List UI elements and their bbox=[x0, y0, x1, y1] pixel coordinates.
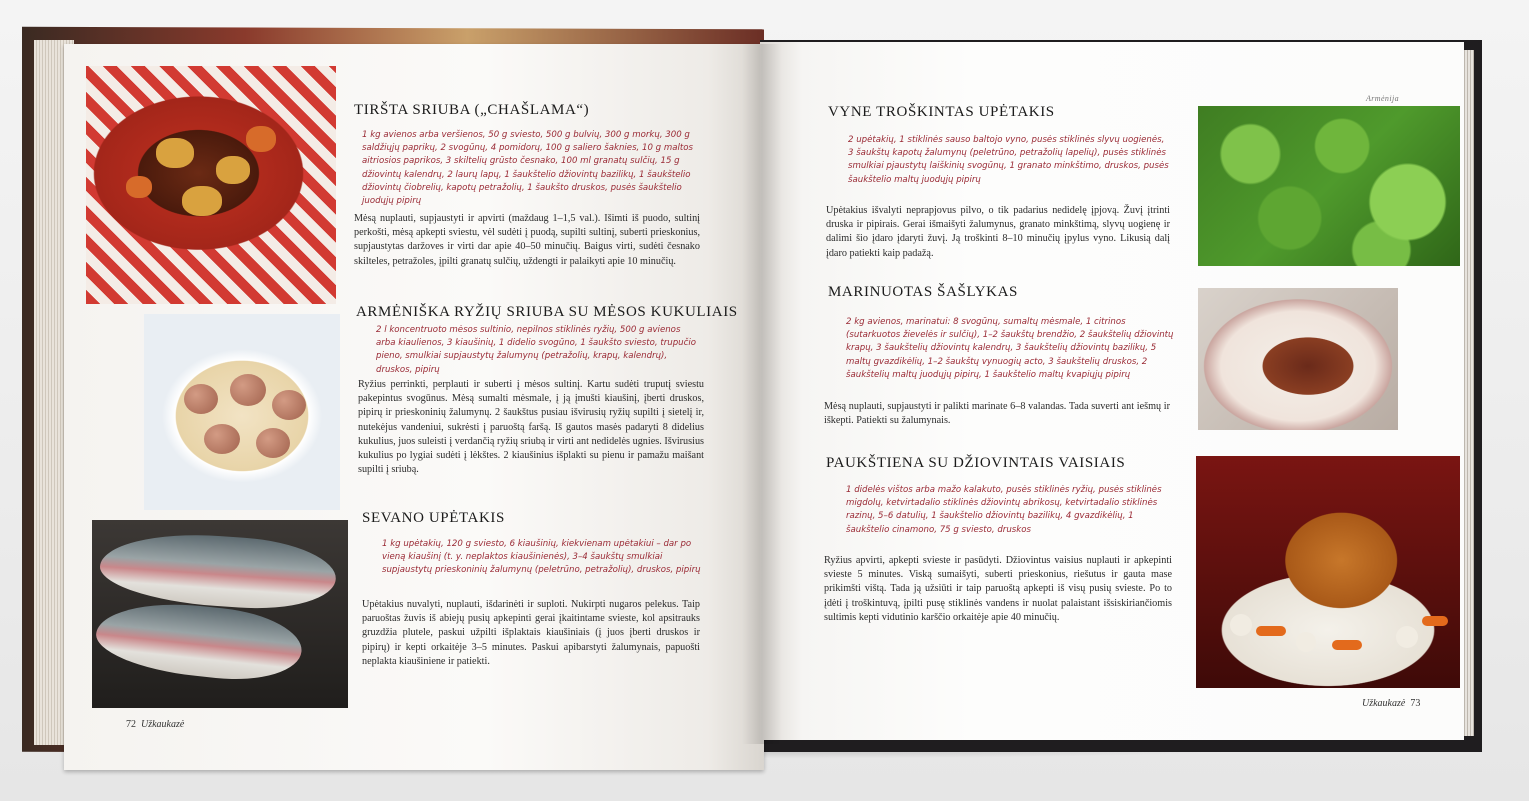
recipe-title: SEVANO UPĖTAKIS bbox=[362, 510, 505, 526]
recipe-title: ARMĖNIŠKA RYŽIŲ SRIUBA SU MĖSOS KUKULIAIS bbox=[356, 304, 738, 320]
roast-chicken-photo bbox=[1196, 456, 1460, 688]
recipe-title: MARINUOTAS ŠAŠLYKAS bbox=[828, 284, 1018, 300]
recipe-method: Mėsą nuplauti, supjaustyti ir palikti marinate 6–8 valandas. Tada suverti ant iešmų ir iškepti. Patiekti su žalumynais. bbox=[824, 401, 1170, 427]
recipe-method: Upėtakius išvalyti neprapjovus pilvo, o tik padarius nedidelę įpjovą. Žuvį įtrinti druska ir pipirais. Gerai išmaišyti žalumynus, granato minkštimą, slyvų uogienę ir dalimi šio įdaro įdaryti žuvį. Ją troškinti 8–10 minučių įpylus vyno. Likusią dalį įdaro patiekti kaip padažą. bbox=[826, 205, 1170, 259]
page-number-left bbox=[126, 719, 184, 730]
trout-photo bbox=[92, 520, 348, 708]
book-gutter bbox=[742, 44, 782, 744]
running-head: Armėnija bbox=[1366, 94, 1399, 103]
recipe-title: TIRŠTA SRIUBA („CHAŠLAMA“) bbox=[354, 102, 590, 118]
stew-photo bbox=[86, 66, 336, 304]
recipe-method: Ryžius apvirti, apkepti sviestе ir pasūdyti. Džiovintus vaisius nuplauti ir apkepinti sviestе 5 minutes. Viską sumaišyti, suberti prieskonius, riešutus ir gauta mase prikimšti vištą. Tada ją užsiūti ir taip paruoštą apkepti iš visų pusių sviestе. Po to įdėti į troškintuvą, įpilti pusę stiklinės vandens ir nuolat palaistant išsiskiriančiomis sultimis kepti vidutinio karščio orkaitėje apie 40 minučių. bbox=[824, 555, 1172, 623]
shashlik-photo bbox=[1198, 288, 1398, 430]
meatball-soup-photo bbox=[144, 314, 340, 510]
parsley-photo bbox=[1198, 106, 1460, 266]
recipe-ingredients: 1 kg upėtakių, 120 g sviesto, 6 kiaušinių, kiekvienam upėtakiui – dar po vieną kiaušinį (t. y. neplaktos kiaušinienės), 3–4 šaukštų smulkiai supjaustytų prieskoninių žalumynų (peletrūno, petražolių), druskos, pipirų bbox=[382, 539, 701, 576]
recipe-method: Ryžius perrinkti, perplauti ir suberti į mėsos sultinį. Kartu sudėti truputį sviestu pakepintus svogūnus. Mėsą sumalti mėsmale, į ją įmušti kiaušinį, įberti druskos, pipirų ir prieskoninių žalumynų. 2 šaukštus pusiau išvirusių ryžių supilti į sietelį ir, nutekėjus vandeniui, sukrėsti į paruoštą faršą. Iš gautos masės padaryti 8 didelius kukulius, juos suleisti į verdančią ryžių sriubą ir virti ant nedidelės ugnies. Išvirusius kukulius po lygiai sudėti į lėkštes. 2 kiaušinius išplakti su pienu ir pamažu maišant supilti į sriubą. bbox=[358, 379, 704, 476]
page-number: 72 bbox=[126, 719, 136, 730]
page-number-right bbox=[1362, 698, 1420, 709]
recipe-ingredients: 1 didelės vištos arba mažo kalakuto, pusės stiklinės ryžių, pusės stiklinės migdolų, ketvirtadalio stiklinės džiovintų abrikosų, ketvirtadalio stiklinės razinų, 5–6 datulių, 1 šaukštelio džiovintų bazilikų, 4 gvazdikėlių, 1 šaukštelio cinamono, 75 g sviesto, druskos bbox=[846, 485, 1162, 535]
recipe-method: Upėtakius nuvalyti, nuplauti, išdarinėti ir suploti. Nukirpti nugaros pelekus. Taip paruoštas žuvis iš abiejų pusių apkepinti gerai įkaitintame sviestе, kol apsitrauks gruzdžia plutele, paskui užpilti išplaktais kiaušiniais (į juos įberti druskos ir pipirų) ir kepti orkaitėje 3–5 minutes. Paskui apibarstyti žalumynais, papuošti neplakta kiaušiniene ir patiekti. bbox=[362, 599, 700, 667]
recipe-title: VYNE TROŠKINTAS UPĖTAKIS bbox=[828, 104, 1055, 120]
recipe-ingredients: 2 l koncentruoto mėsos sultinio, nepilnos stiklinės ryžių, 500 g avienos arba kiaulienos, 3 kiaušinių, 1 didelio svogūno, 1 šaukšto sviesto, trupučio pieno, smulkiai supjaustytų žalumynų (petražolių, krapų, kalendrų), druskos, pipirų bbox=[376, 325, 696, 375]
recipe-ingredients: 2 upėtakių, 1 stiklinės sauso baltojo vyno, pusės stiklinės slyvų uogienės, 3 šaukštų kapotų žalumynų (peletrūno, petražolių lapelių), pusės stiklinės smulkiai pjaustytų laiškinių svogūnų, 1 granato minkštimo, druskos, pusės šaukštelio maltų juodųjų pipirų bbox=[848, 135, 1169, 185]
running-footer: Užkaukazė bbox=[141, 719, 185, 730]
page-number: 73 bbox=[1410, 698, 1421, 709]
recipe-method: Mėsą nuplauti, supjaustyti ir apvirti (maždaug 1–1,5 val.). Išimti iš puodo, sultinį perkošti, mėsą apkepti sviestu, vėl sudėti į puodą, supilti sultinį, suberti prieskonius, supjaustytas daržoves ir virti dar apie 40–50 minučių. Baigus virti, sudėti česnako skilteles, petražoles, įpilti granatų sulčių, uždengti ir palaikyti apie 10 minučių. bbox=[354, 213, 700, 267]
running-footer: Užkaukazė bbox=[1362, 698, 1406, 709]
recipe-title: PAUKŠTIENA SU DŽIOVINTAIS VAISIAIS bbox=[826, 455, 1126, 471]
recipe-ingredients: 1 kg avienos arba veršienos, 50 g sviesto, 500 g bulvių, 300 g morkų, 300 g saldžiųjų paprikų, 2 svogūnų, 4 pomidorų, 100 g saliero šaknies, 10 g maltos aitriosios paprikos, 3 skiltelių grūsto česnako, 100 ml granatų sulčių, 15 g džiovintų kalendrų, 2 laurų lapų, 1 šaukštelio džiovintų bazilikų, 1 šaukštelio džiovintų čiobrelių, kapotų petražolių, 1 šaukšto druskos, pusės šaukštelio juodųjų pipirų bbox=[362, 130, 694, 207]
recipe-ingredients: 2 kg avienos, marinatui: 8 svogūnų, sumaltų mėsmale, 1 citrinos (sutarkuotos žievelės ir sulčių), 1–2 šaukštų brendžio, 2 šaukštelių džiovintų krapų, 3 šaukštelių džiovintų kalendrų, 3 šaukštelių džiovintų bazilikų, 5 maltų gvazdikėlių, 1–2 šaukštų vynuogių acto, 3 šaukštelių druskos, 2 šaukštelių maltų juodųjų pipirų, 1 šaukštelio maltų kvapiųjų pipirų bbox=[846, 317, 1174, 380]
